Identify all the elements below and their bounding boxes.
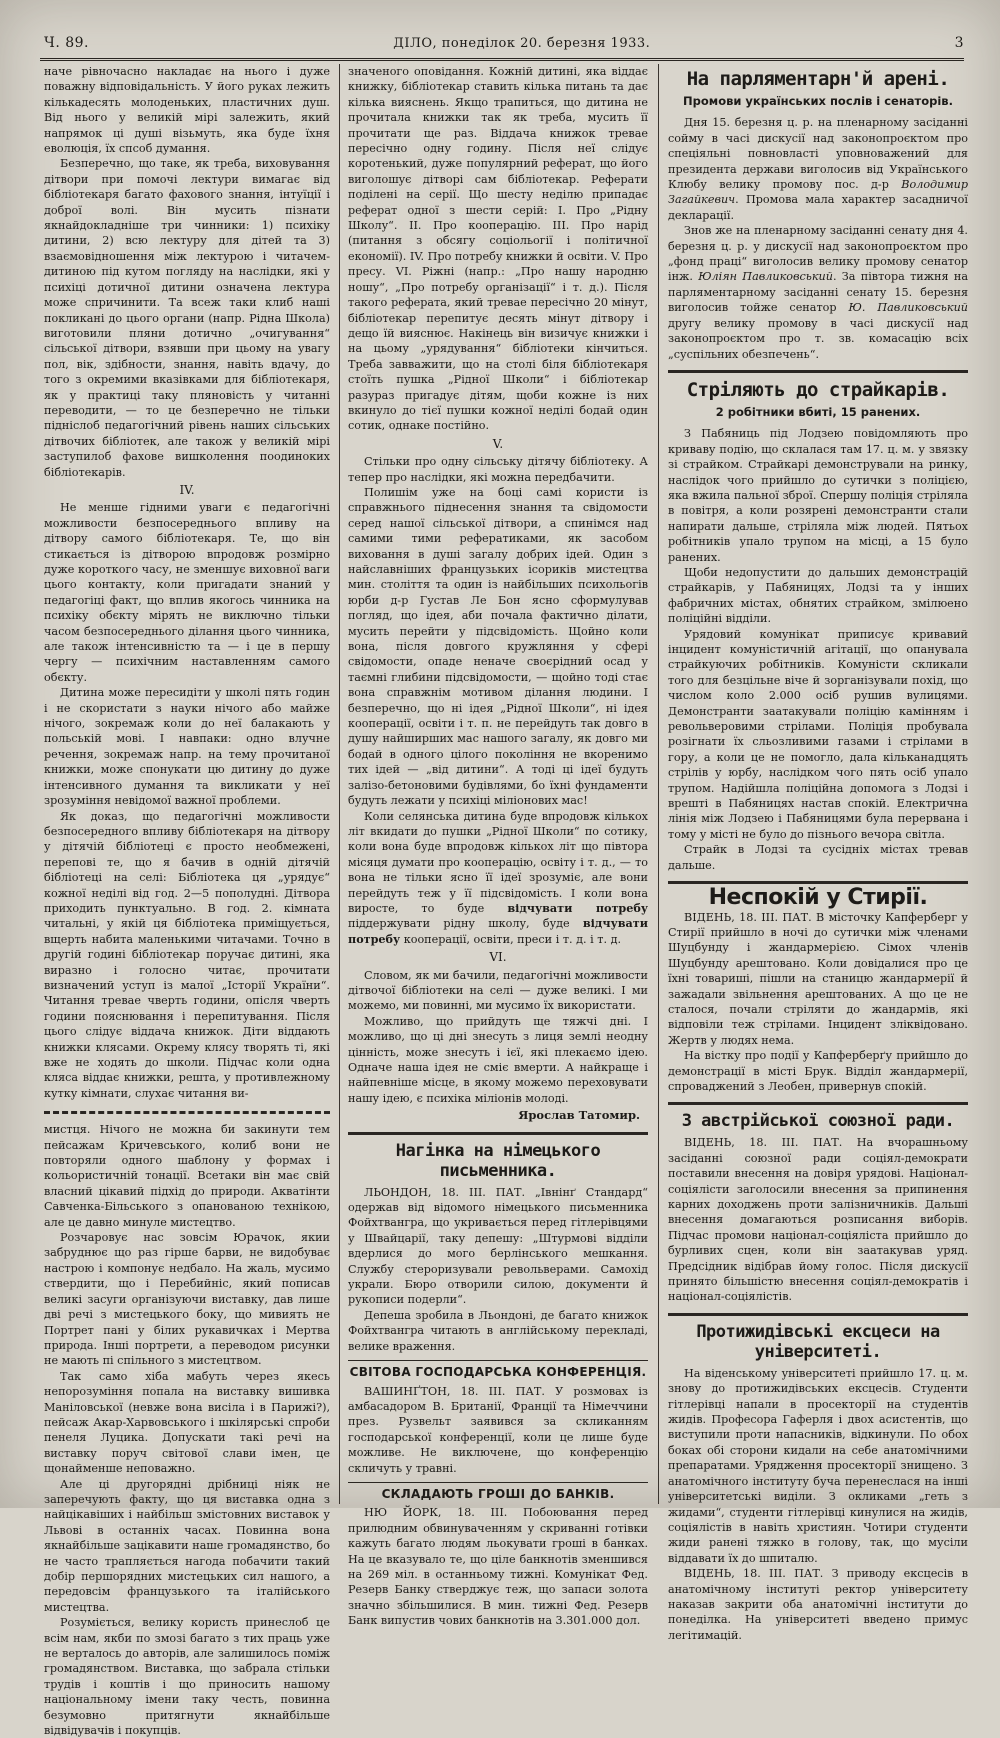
paragraph xyxy=(668,223,968,362)
article-divider xyxy=(348,1360,648,1361)
paragraph: Страйк в Лодзі та сусідніх містах тревав дальше. xyxy=(668,843,968,872)
paragraph: Щоби недопустити до дальших демонстрацій страйкарів, у Пабяницях, Лодзі та у інших фабричних містах, обнятих страйком, змілюено поліційні відділи. xyxy=(668,565,968,626)
paragraph: Депеша зробила в Льондоні, де багато книжок Фойхтвангра читають в англійському перекладі, велике враження. xyxy=(348,1308,648,1353)
paragraph: ВІДЕНЬ, 18. ІІІ. ПАТ. В місточку Капферберг у Стирії прийшло в ночі до сутички між членами Шуцбунду і жандармерією. Сімох членів Шуцбунду арештовано. Коли довідалися про це їхні товариші, пішли на станицю жандармерії й зажадали звільнення арештованих. А що це не сталося, почали стріляти до жандармів, які відповіли теж стрілами. Інцидент зліквідовано. Жертв у людях нема. xyxy=(668,910,968,1047)
column-3 xyxy=(668,64,968,1642)
paragraph: Але ці другорядні дрібниці ніяк не заперечують факту, що ця виставка одна з найцікавіших і найбільш змістовних виставок у Львові в останніх часах. Повинна вона якнайбільше зацікавити наше громадянство, бо не часто трапляється нагода побачити такий добір першорядних мистецьких сил нашого, а передовсім французького та італійського мистецтва. xyxy=(44,1477,330,1614)
text-run: . За півтора тижня на парляментарному засіданні сенату 15. березня виголосив тойже сенатор xyxy=(668,270,968,315)
section-number: V. xyxy=(492,436,504,451)
headline: Стріляють до страйкарів. xyxy=(686,378,950,401)
article-divider xyxy=(668,370,968,373)
section-number: IV. xyxy=(179,482,195,497)
headline: Протижидівські ексцеси на університеті. xyxy=(696,1321,940,1362)
subheadline: Промови українських послів і сенаторів. xyxy=(683,94,953,108)
article-divider xyxy=(668,1313,968,1316)
text-run: Коли селянська дитина буде впродовж кількох літ вкидати до пушки „Рідної Школи“ по сотику, коли вона буде впродовж кількох літ що півтора місяця думати про кооперацію, освіту і т. д., — то вона не тільки ясно її ідеї зрозуміє, але вони перейдуть теж у її підсвідомість. І коли вона виросте, то буде xyxy=(348,809,648,915)
person-name: Володимир Загайкевич xyxy=(668,178,968,207)
page-number: 3 xyxy=(954,35,964,51)
paragraph: ВАШИНҐТОН, 18. ІІІ. ПАТ. У розмовах із амбасадором В. Британії, Франції та Німеччини през. Рузвельт заявився за скликанням господарської конференції, коли це лише буде можливе. Не виключене, що конференцію скличуть у травні. xyxy=(348,1384,648,1475)
newspaper-title-date: ДІЛО, понеділок 20. березня 1933. xyxy=(393,35,651,51)
paragraph: мистця. Нічого не можна би закинути тем пейсажам Кричевського, колиб вони не повторяли одного шаблону у формах і кольористичній тонації. Всетаки він має свій власний цікавий підхід до природи. Акватінти Савченка-Більського з опанованою технікою, але це давно минуле мистецтво. xyxy=(44,1123,330,1229)
paragraph: З Пабяниць під Лодзею повідомляють про криваву подію, що склалася там 17. ц. м. у звязку зі страйком. Страйкарі демонстрували на ринку, наслідок чого прийшло до сутички з поліцією, яка вжила пальної зброї. Спершу поліція стріляла в повітря, а коли розярені демонстранти стали напирати дальше, стріляла між людей. Пятьох робітників упало трупом на місці, а 15 було ранених. xyxy=(668,427,968,564)
paragraph: На вістку про події у Капферберґу прийшло до демонстрації в місті Брук. Відділ жандармерії, спроваджений з Леобен, привернув спокій. xyxy=(668,1049,968,1093)
paragraph: Як доказ, що педагогічні можливости безпосередного впливу бібліотекаря на дітвору у дітячій бібліотеці є просто необмежені, перепові те, що я бачив в одній дітячій бібліотеці на селі: Бібліотека ця „урядує“ кожної неділі від год. 2—5 пополудні. Дітвора приходить пунктуально. В год. 2. кімната читальні, у якій ця бібліотека приміщується, вщерть набита маленькими читачами. Точно в другій годині бібліотекар поручає дитині, яка виразно і голосно читає, прочитати визначений уступ із малої „Історії України“. Читання тревае чверть години, опісля чверть години пояснювання і перепитування. Після цього слідує віддача книжок. Діти віддають книжки клясами. Окрему клясу творять ті, які вже не ходять до школи. Підчас коли одна кляса віддає книжки, решта, у противлежному кутку кімнати, слухає читання ви- xyxy=(44,809,330,1100)
paragraph: Не менше гідними уваги є педагогічні можливости безпосереднього впливу на дітвору самого бібліотекаря. Те, що він стикається із дітворою впродовж розмірно дуже короткого часу, не зменшує виховної ваги цього контакту, коли пригадати знаний у педагогіці факт, що вплив якогось чинника на психіку обєкту мірять не виключно тільки часом безпосереднього ділання цього чинника, але також інтенсивністю та — і це в першу чергу — психічним наставленням самого обєкту. xyxy=(44,501,330,684)
paragraph: Розуміється, велику користь принеслоб це всім нам, якби по змозі багато з тих праць уже не верталось до авторів, але залишилось поміж громадянством. Виставка, що забрала стільки трудів і коштів і що приносить нашому національному імени таку честь, повинна безумовно притягнути якнайбільше відвідувачів і покупців. xyxy=(44,1616,330,1738)
paragraph: ЛЬОНДОН, 18. ІІІ. ПАТ. „Івнінґ Стандард“ одержав від відомого німецького письменника Фойхтвангра, що укривається перед гітлерівцями у Швайцарії, таку депешу: „Штурмові відділи вдерлися до мого берлінського мешкання. Службу стероризували револьверами. Самохід украли. Бюро отворили силою, документи й рукописи подерли“. xyxy=(348,1185,648,1307)
emphasis: відчувати потребу xyxy=(348,916,648,946)
header-rule xyxy=(40,58,964,61)
paragraph: Словом, як ми бачили, педагогічні можливости дітвочої бібліотеки на селі — дуже великі. І ми можемо, ми повинні, ми мусимо їх використати. xyxy=(348,968,648,1013)
paragraph: На віденському університеті прийшло 17. ц. м. знову до протижидівських ексцесів. Студенти гітлерівці напали в просекторії на студентів жидів. Професора Гаферля і двох асистентів, що виступили проти напасників, відкинули. По обох боках обі сторони кидали на себе анатомічними препаратами. Урядження просекторії знищено. З анатомічного інституту буча перенеслася на інші університетські виділи. З окликами „геть з жидами“, студенти гітлерівці кинулися на жидів, соціялістів в навіть християн. Чотири студенти жиди ранені тяжко в голову, так, що мусіли віддавати їх до шпиталю. xyxy=(668,1366,968,1565)
issue-number: Ч. 89. xyxy=(44,35,89,51)
person-name: Ю. Павликовський xyxy=(848,301,968,315)
article-divider xyxy=(668,1102,968,1105)
paragraph: наче рівночасно накладає на нього і дуже поважну відповідальність. У його руках лежить кількадесять молоденьких, пластичних душ. Від нього у великій мірі залежить, який напрямок ці душі візьмуть, яка буде їхня еволюція, їх спсоб думання. xyxy=(44,65,330,156)
article-divider xyxy=(348,1482,648,1483)
text-run: . Промова мала характер засадничої декларації. xyxy=(668,193,968,222)
column-1 xyxy=(44,64,330,1738)
headline: СКЛАДАЮТЬ ГРОШІ ДО БАНКІВ. xyxy=(381,1486,615,1501)
section-divider xyxy=(44,1111,330,1114)
headline: Неспокій у Стирії. xyxy=(708,885,928,911)
paragraph xyxy=(348,809,648,948)
headline: З австрійської союзної ради. xyxy=(681,1111,955,1132)
paragraph xyxy=(668,115,968,223)
column-divider xyxy=(658,64,659,1504)
subheadline: 2 робітники вбиті, 15 ранених. xyxy=(715,404,921,419)
paragraph: Так само хіба мабуть через якесь непорозуміння попала на виставку вишивка Маніловської (невже вона висіла і в Парижі?), пейсаж Акар-Харвовського і шкілярські спроби пенеля Луцика. Допускати такі речі на виставку поруч світової слави імен, це щонайменше неповажно. xyxy=(44,1369,330,1476)
paragraph: Полишім уже на боці самі користи із справжнього піднесення знання та свідомости серед нашої сільської дітвори, а спинімся над самими тими рефератиками, як засобом виховання в душі загалу добрих ідей. Один з найславніших французьких ісориків мистецтва мин. століття та один із найбільших психольогів юрби д-р Густав Ле Бон ясно сформулував погляд, що ідея, аби почала фактично ділати, мусить перейти у підсвідомість. Щойно коли вона, після довгого кружляння у сфері свідомости, опаде неначе своєрідний осад у таємні глибини підсвідомости, — щойно тоді стає вона справжнім мотивом ділання людини. І безперечно, що ні ідея „Рідної Школи“, ні ідея кооперації, освіти і т. п. не перейдуть так довго в душу найширших мас нашого загалу, як довго ми бодай в одного цілого покоління не вкоренимо тих ідей — „від дитини“. А тоді ці ідеї будуть залізо-бетоновими будівлями, бо їхні фундаменти будуть лежати у психіці міліонових мас! xyxy=(348,485,648,808)
paragraph: НЮ ЙОРК, 18. ІІІ. Побоювання перед прилюдним обвинуваченням у скриванні готівки кажуть багато людям льокувати гроші в банках. На це вказувало те, що ціле банкнотів зменшився на 269 міл. в останньому тижні. Комунікат Фед. Резерв Банку стверджує теж, що запаси золота значно збільшилися. В мин. тижні Фед. Резерв Банк випустив чових банкнотів на 3.301.000 дол. xyxy=(348,1506,648,1628)
paragraph: Можливо, що прийдуть ще тяжчі дні. І можливо, що ці дні знесуть з лиця землі неодну цінність, може знесуть і ієї, які плекаємо ідею. Одначе наша ідея не сміє вмерти. А найкраще і найпевніше місце, в якому можемо переховувати нашу ідею, є психіка міліонів молоді. xyxy=(348,1014,648,1105)
text-run: Дня 15. березня ц. р. на пленарному засіданні сойму в часі дискусії над законопроєктом про спеціяльні повновласті уповноважений для президента держави виголосив від Українського Клюбу велику промову пос. д-р xyxy=(668,116,968,192)
paragraph: ВІДЕНЬ, 18. ІІІ. ПАТ. На вчорашньому засіданні союзної ради соціял-демократи поставили внесення на довіря урядові. Націонал-соціялісти заголосили внесення за припинення карних доходжень проти залізничників. Дальші внесення домагаються розписання виборів. Підчас промови націонал-соціяліста прийшло до бурливих сцен, коли він заатакував уряд. Предсідник відібрав йому голос. Після дискусії принято більшістю внесення соціял-демократів і націонал-соціялістів. xyxy=(668,1136,968,1304)
headline: СВІТОВА ГОСПОДАРСЬКА КОНФЕРЕНЦІЯ. xyxy=(349,1365,647,1380)
paragraph: Безперечно, що таке, як треба, виховування дітвори при помочі лектури вимагає від бібліотекаря багато фахового знання, інтуїції і доброї волі. Він мусить пізнати якнайдокладніше три чинники: 1) психіку дитини, 2) всю лектуру для дітей та 3) взаємовідношення між лектурою і читачем-дитиною під кутом погляду на наслідки, які у психіці дотичної дитини означена лектура може спричинити. Та всеж таки клиб наші покликані до цього органи (напр. Рідна Школа) виготовили пляни дотично „очигування“ сільської дітвори, взявши при цьому на увагу пол, вік, здібности, знання, навіть вдачу, до того з окремими вказівками для бібліотекаря, як у практиці таку пляновість у читанні переводити, — то це безперечно не тільки підніслоб педагогічний рівень наших сільських дітвочих бібліотек, але також у великій мірі заступилоб фахове вишколення поодиноких бібліотекарів. xyxy=(44,157,330,479)
paragraph: Урядовий комунікат приписує кривавий інцидент комуністичній агітації, що опанувала страйкуючих робітників. Комуністи скликали того для безцільне віче й зорганізували похід, що числом коло 2.000 осіб рушив вулицями. Демонстранти заатакували поліцію камінням і револьверовими стрілами. Поліція пробувала розігнати їх сльозливими газами і стрілами в гору, а коли це не помогло, дала кільканадцять стрілів у юрбу, наслідком чого пять осіб упало трупом. Надійшла поліційна допомога з Лодзі і врешті в Пабяницях настав спокій. Електрична лінія між Лодзею і Пабяницями була перервана і тому у місті не було до пізнього вечора світла. xyxy=(668,627,968,841)
author-signature: Ярослав Татомир. xyxy=(518,1108,640,1123)
text-run: кооперації, освіти, преси і т. д. і т. д. xyxy=(400,932,622,946)
text-run: піддержувати рідну школу, буде xyxy=(348,917,583,931)
section-number: VI. xyxy=(489,950,507,965)
page-header xyxy=(44,30,964,56)
text-run: Знов же на пленарному засіданні сенату дня 4. березня ц. р. у дискусії над законопроєктом про „фонд праці“ виголосив велику промову сенатор інж. xyxy=(668,224,968,284)
article-divider xyxy=(348,1132,648,1135)
paragraph: Розчаровує нас зовсім Юрачок, якии забруднює що раз гірше барви, не видобуває настрою і компонує недбало. На жаль, мусимо ствердити, що і Перебийніс, який пописав великі засуги організуючи виставку, дав лише дві речі з мистецького боку, що мивиять не Портрет пані у білих рукавичках і Мертва природа. Інші портрети, а переводом рисунки не мають пі спільного з мистецтвом. xyxy=(44,1231,330,1368)
article-divider xyxy=(668,881,968,884)
text-run: другу велику промову в часі дискусії над законопроєктом про т. зв. комасацію всіх „суспільних обезпечень“. xyxy=(668,316,968,361)
headline: На парляментарн'й арені. xyxy=(686,68,950,90)
column-2 xyxy=(348,64,648,1628)
headline: Нагінка на німецького письменника. xyxy=(395,1140,601,1181)
paragraph: ВІДЕНЬ, 18. ІІІ. ПАТ. З приводу ексцесів в анатомічному інституті ректор університету наказав закрити оба анатомічні інститути до понеділка. На університеті введено примус легітимацій. xyxy=(668,1567,968,1642)
paragraph: Дитина може пересидіти у школі пять годин і не скористати з науки нічого або майже нічого, зокремаж коли до неї балакають у польській мові. І навпаки: одно влучне речення, зокремаж напр. на тему прочитаної книжки, може спонукати цю дитину до дуже інтенсивного думання та викликати у неї зрозуміння невідомої важної проблеми. xyxy=(44,686,330,808)
emphasis: відчувати потребу xyxy=(507,900,648,915)
paragraph: значеного оповідання. Кожній дитині, яка віддає книжку, бібліотекар ставить кілька питань та дає кілька вияснень. Якщо трапиться, що дитина не прочитала книжки так як треба, мусить її прочитати ще раз. Віддача книжок тревае пересічно одну годину. Після неї слідує коротенький, дуже популярний реферат, що його виголошує дітворі сам бібліотекар. Реферати поділені на серії. Що шесту неділю припадає реферат одної з шести серій: І. Про „Рідну Школу“. ІІ. Про кооперацію. ІІІ. Про нарід (питання з обсягу соціольогії і політичної економії). IV. Про потребу книжки й освіти. V. Про пресу. VI. Ріжні (напр.: „Про нашу народню ношу“, „Про потребу організації“ і т. д.). Після такого реферата, який тревае пересічно 20 мінут, бібліотекар перепитує десять мінут дітвору і дещо їй вияснює. Накінець він визичує книжки і на цьому „урядування“ бібліотеки кінчиться. Треба завважити, що на столі біля бібліотекаря стоїть пушка „Рідної Школи“ і бібліотекар разураз пригадує дітям, щоби кожне із них вкинуло до тієї пушки кожної неділі бодай один сотик, однаке постійно. xyxy=(348,65,648,433)
paragraph: Стільки про одну сільську дітячу бібліотеку. А тепер про наслідки, які можна передбачити. xyxy=(348,455,648,484)
column-divider xyxy=(339,64,340,1504)
person-name: Юліян Павликовський xyxy=(698,270,833,284)
